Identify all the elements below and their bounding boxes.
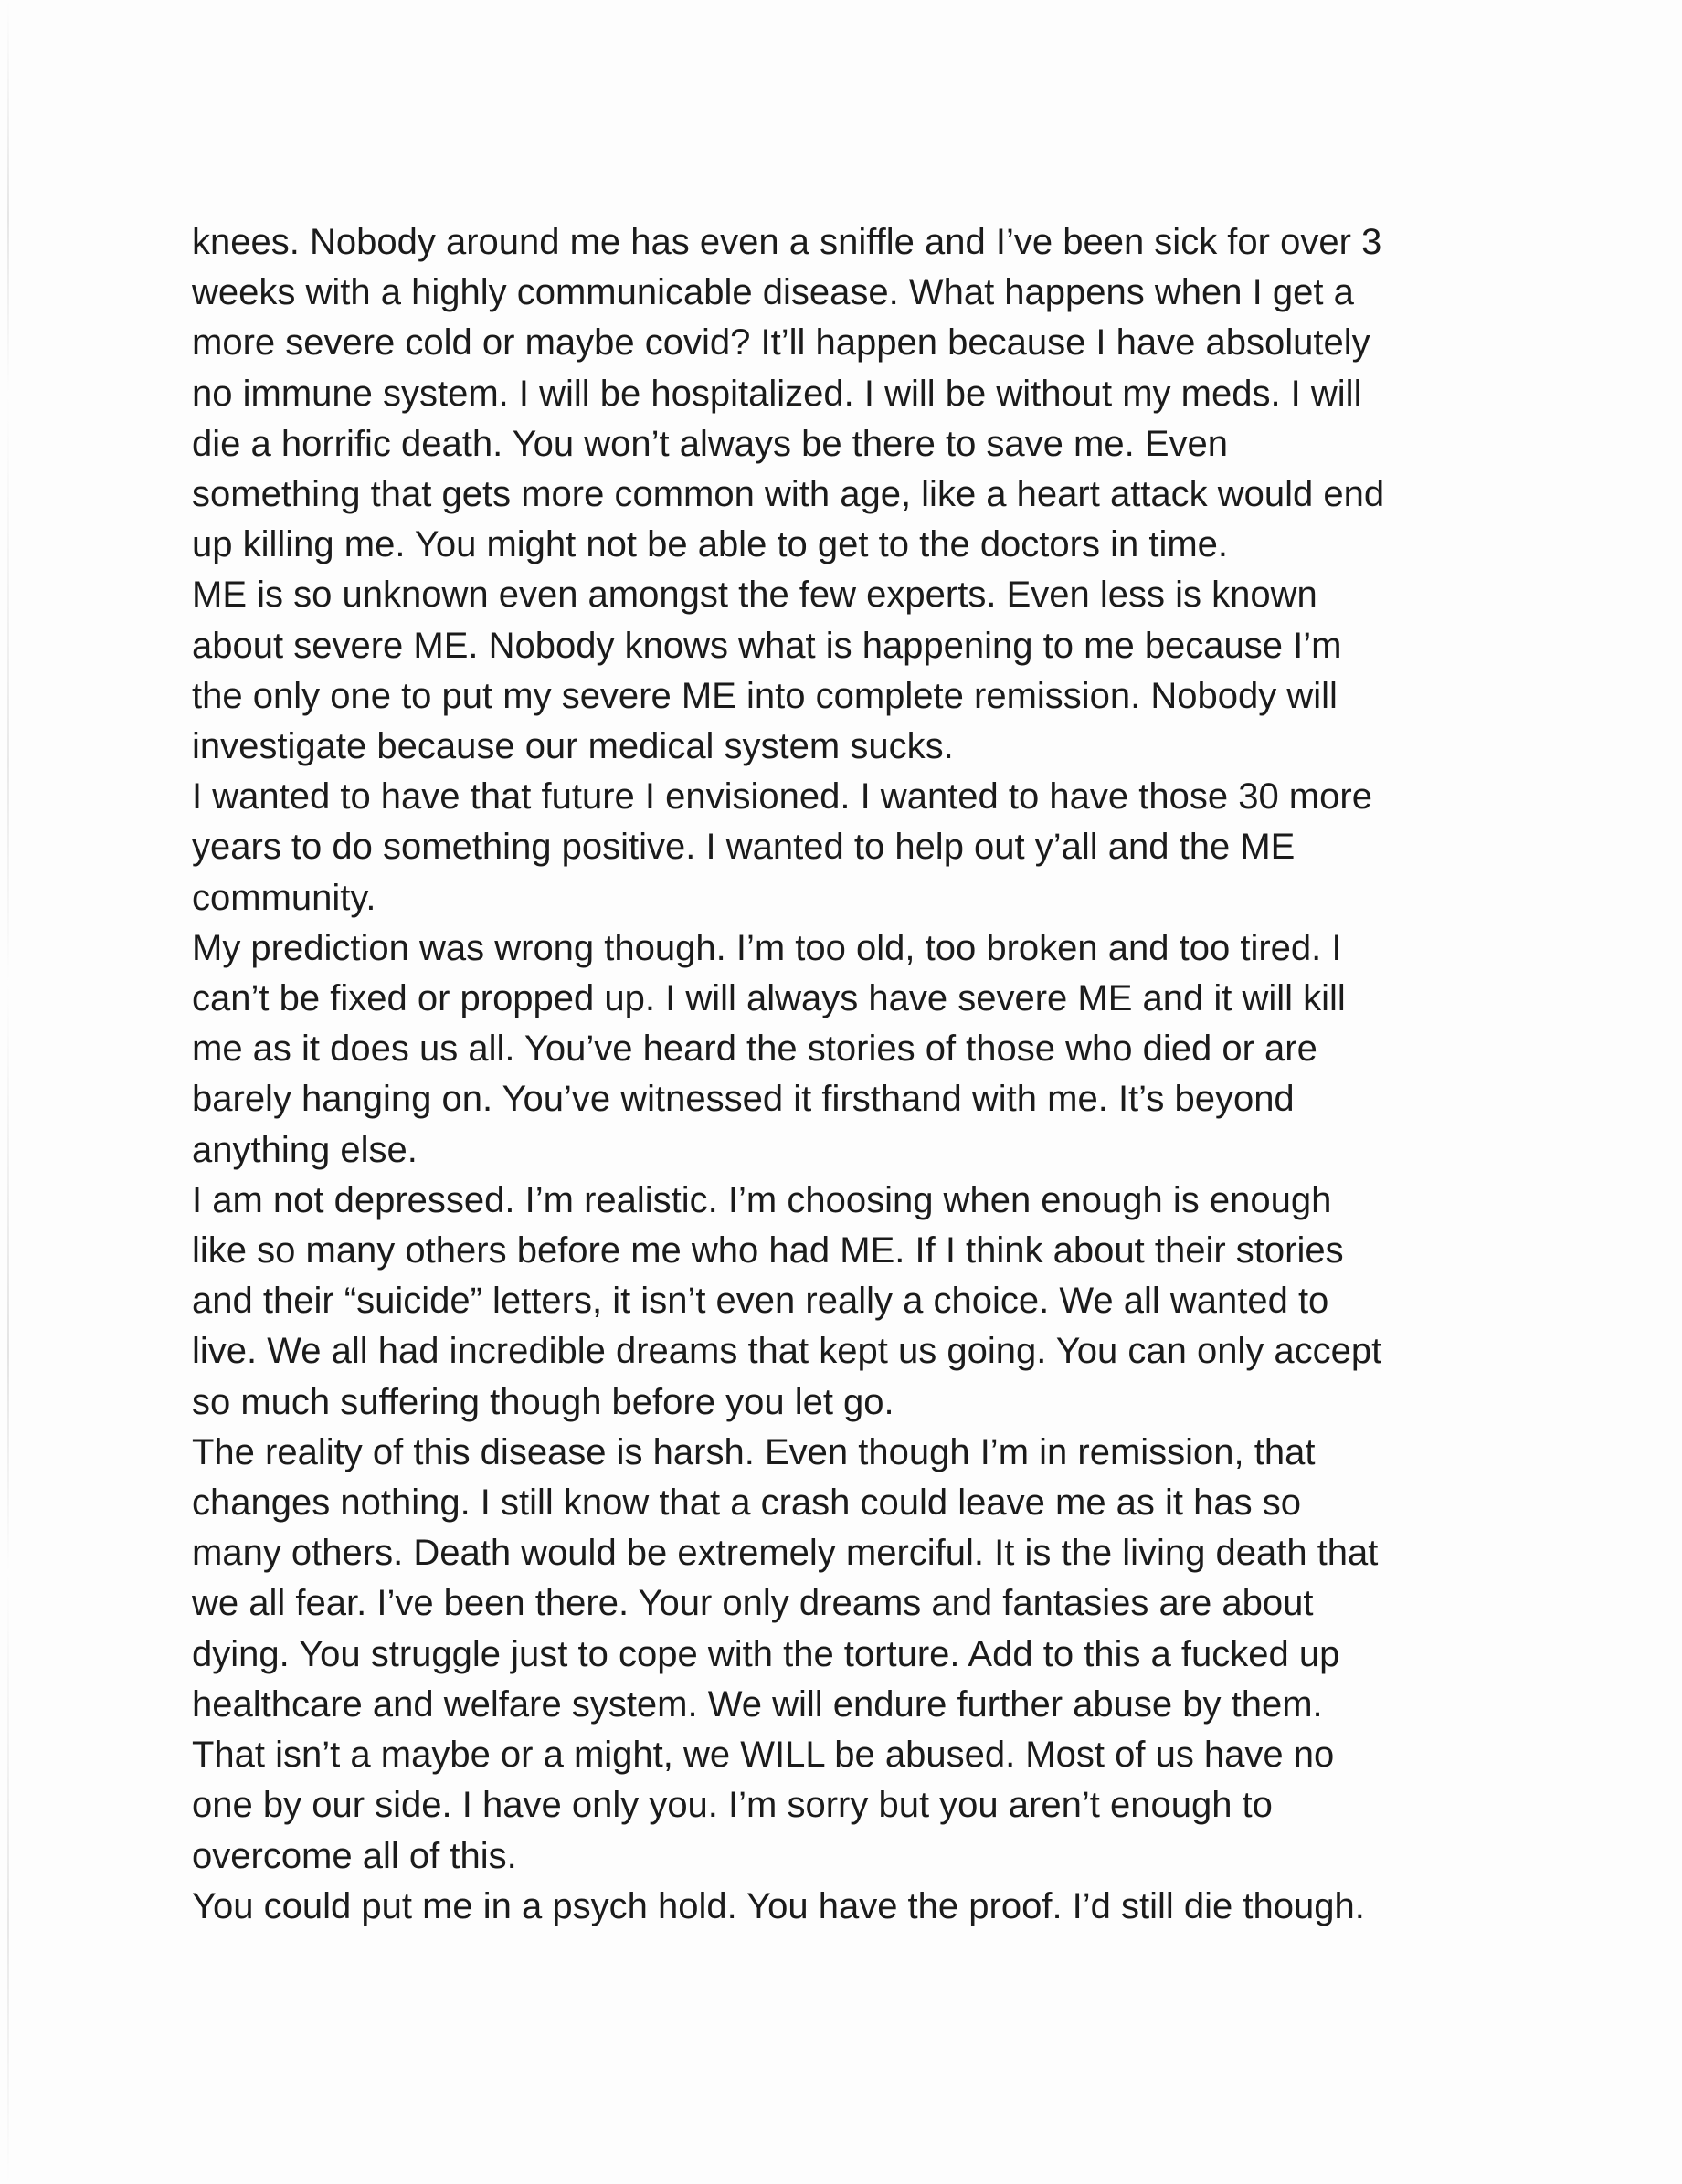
text-line: live. We all had incredible dreams that kept us going. You can only accept bbox=[192, 1331, 1382, 1372]
text-line: community. bbox=[192, 877, 376, 918]
text-line: I wanted to have that future I envisioned. I wanted to have those 30 more bbox=[192, 776, 1372, 818]
text-line: You could put me in a psych hold. You have the proof. I’d still die though. bbox=[192, 1885, 1365, 1926]
text-line: That isn’t a maybe or a might, we WILL be abused. Most of us have no bbox=[192, 1735, 1335, 1776]
text-line: changes nothing. I still know that a crash could leave me as it has so bbox=[192, 1482, 1302, 1524]
text-line: years to do something positive. I wanted to help out y’all and the ME bbox=[192, 827, 1296, 868]
text-line: I am not depressed. I’m realistic. I’m choosing when enough is enough bbox=[192, 1179, 1332, 1220]
text-line: no immune system. I will be hospitalized. I will be without my meds. I will bbox=[192, 373, 1362, 414]
text-line: die a horrific death. You won’t always be there to save me. Even bbox=[192, 423, 1229, 464]
text-line: My prediction was wrong though. I’m too old, too broken and too tired. I bbox=[192, 927, 1342, 968]
text-line: about severe ME. Nobody knows what is happening to me because I’m bbox=[192, 625, 1342, 666]
scan-edge-shadow bbox=[7, 0, 9, 2184]
text-line: so much suffering though before you let go. bbox=[192, 1381, 894, 1422]
letter-body bbox=[192, 217, 1526, 1932]
text-line: like so many others before me who had ME. If I think about their stories bbox=[192, 1230, 1344, 1271]
text-line: we all fear. I’ve been there. Your only dreams and fantasies are about bbox=[192, 1583, 1314, 1624]
text-line: The reality of this disease is harsh. Even though I’m in remission, that bbox=[192, 1431, 1316, 1472]
text-line: me as it does us all. You’ve heard the stories of those who died or are bbox=[192, 1029, 1317, 1070]
text-line: can’t be fixed or propped up. I will always have severe ME and it will kill bbox=[192, 978, 1346, 1019]
text-line: anything else. bbox=[192, 1129, 418, 1170]
text-line: something that gets more common with age, like a heart attack would end bbox=[192, 474, 1385, 515]
text-line: investigate because our medical system sucks. bbox=[192, 726, 954, 767]
text-line: barely hanging on. You’ve witnessed it firsthand with me. It’s beyond bbox=[192, 1079, 1295, 1120]
text-line: dying. You struggle just to cope with the torture. Add to this a fucked up bbox=[192, 1633, 1340, 1674]
text-line: and their “suicide” letters, it isn’t even really a choice. We all wanted to bbox=[192, 1281, 1329, 1322]
text-line: knees. Nobody around me has even a sniffle and I’ve been sick for over 3 bbox=[192, 222, 1382, 262]
text-line: overcome all of this. bbox=[192, 1835, 517, 1876]
text-line: many others. Death would be extremely merciful. It is the living death that bbox=[192, 1533, 1379, 1574]
text-line: more severe cold or maybe covid? It’ll happen because I have absolutely bbox=[192, 322, 1370, 364]
text-line: one by our side. I have only you. I’m sorry but you aren’t enough to bbox=[192, 1785, 1273, 1826]
text-line: up killing me. You might not be able to get to the doctors in time. bbox=[192, 524, 1229, 565]
text-line: weeks with a highly communicable disease. What happens when I get a bbox=[192, 272, 1354, 313]
text-line: the only one to put my severe ME into complete remission. Nobody will bbox=[192, 675, 1338, 716]
text-line: healthcare and welfare system. We will endure further abuse by them. bbox=[192, 1683, 1323, 1725]
text-line: ME is so unknown even amongst the few experts. Even less is known bbox=[192, 575, 1317, 616]
